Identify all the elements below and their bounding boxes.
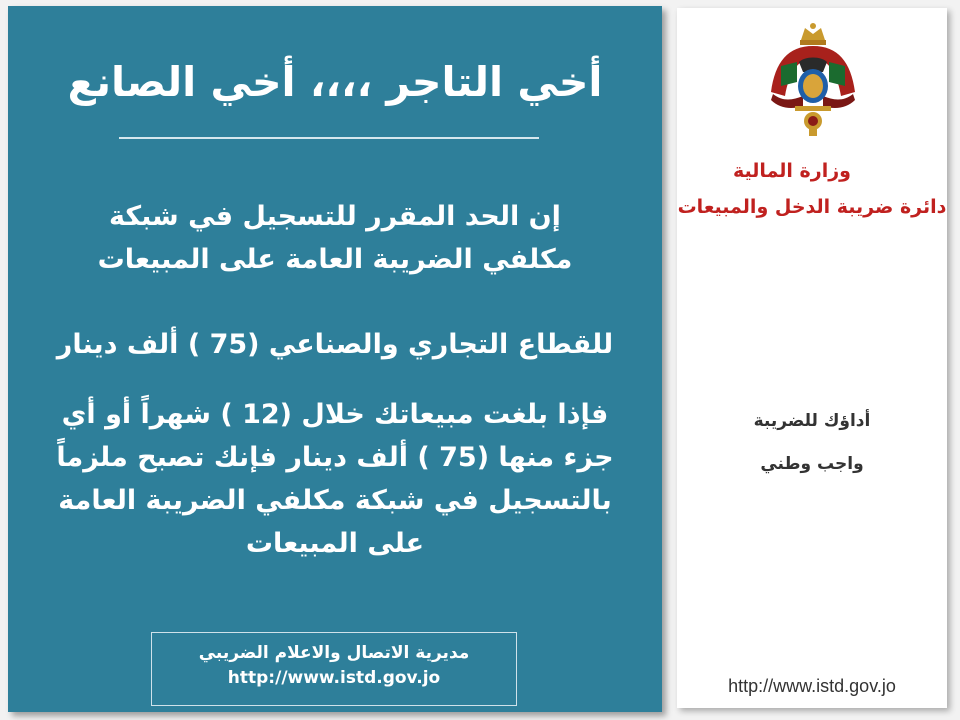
slogan-line-2: واجب وطني [760,454,864,474]
slogan-line-1: أداؤك للضريبة [753,411,871,431]
footer-url-link[interactable]: http://www.istd.gov.jo [227,668,441,688]
threshold-paragraph: إن الحد المقرر للتسجيل في شبكة مكلفي الضريبة العامة على المبيعات [97,201,573,275]
sector-threshold-paragraph: للقطاع التجاري والصناعي (75 ) ألف دينار [56,329,614,360]
department-name: دائرة ضريبة الدخل والمبيعات [677,196,947,218]
footer-box [151,632,517,706]
ministry-name: وزارة المالية [733,160,851,182]
headline: أخي التاجر ،،،، أخي الصانع [67,58,603,106]
ministry-side-panel [677,8,947,708]
headline-divider [119,137,539,139]
jordan-coat-of-arms-icon [763,22,863,137]
announcement-panel [8,6,662,712]
obligation-paragraph: فإذا بلغت مبيعاتك خلال (12 ) شهراً أو أي جزء منها (75 ) ألف دينار فإنك تصبح ملزماً بالتسجيل في شبكة مكلفي الضريبة العامة على المبيعات [56,399,614,559]
footer-department: مديرية الاتصال والاعلام الضريبي [198,643,470,663]
side-url-link[interactable]: http://www.istd.gov.jo [728,676,896,696]
